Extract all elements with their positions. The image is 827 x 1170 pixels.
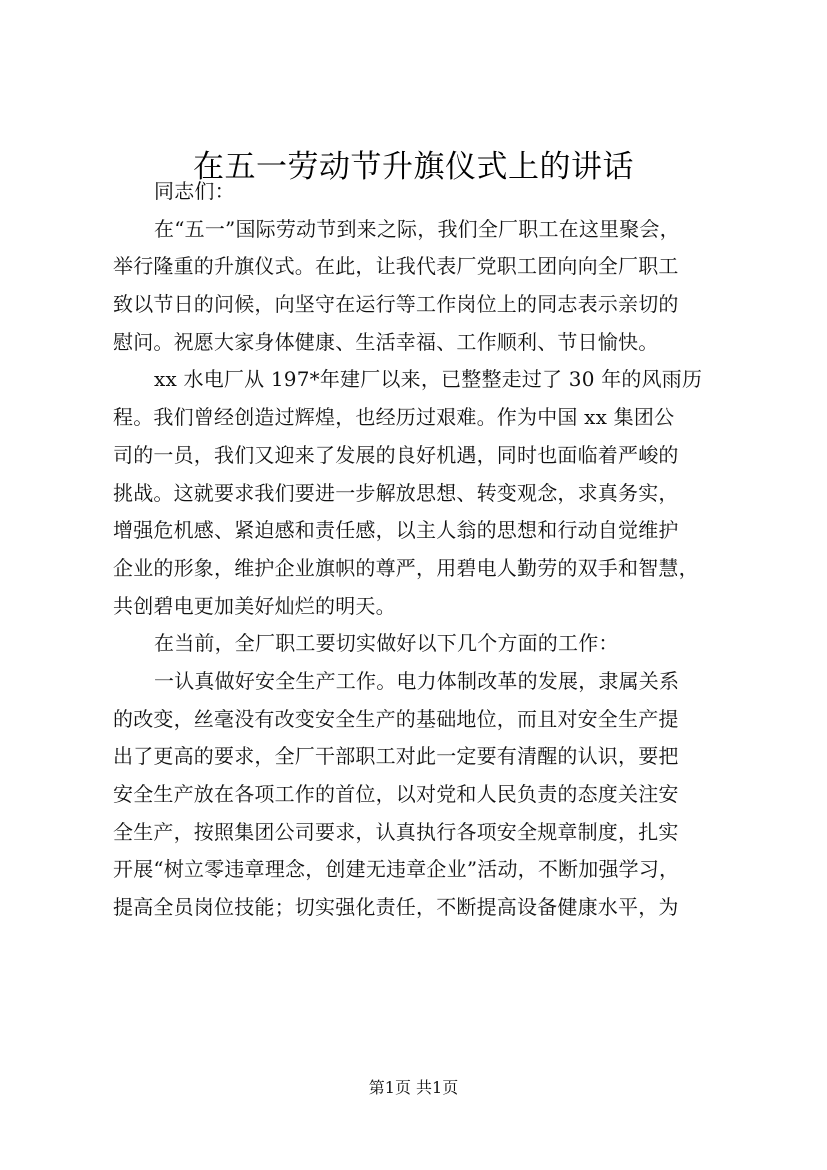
document-body: [113, 173, 723, 927]
body-line: 企业的形象，维护企业旗帜的尊严，用碧电人勤劳的双手和智慧，: [113, 555, 699, 580]
body-line: 挑战。这就要求我们要进一步解放思想、转变观念，求真务实，: [113, 480, 679, 505]
body-line: 慰问。祝愿大家身体健康、生活幸福、工作顺利、节日愉快。: [113, 329, 659, 354]
body-line: 全生产，按照集团公司要求，认真执行各项安全规章制度，扎实: [113, 819, 679, 844]
body-line: 开展“树立零违章理念，创建无违章企业”活动，不断加强学习，: [113, 857, 680, 882]
body-line: 共创碧电更加美好灿烂的明天。: [113, 593, 396, 618]
body-line: 同志们：: [154, 179, 235, 203]
body-line: 在当前，全厂职工要切实做好以下几个方面的工作：: [154, 631, 619, 656]
page-footer: 第1页 共1页: [368, 1078, 459, 1097]
body-line: xx 水电厂从 197*年建厂以来，已整整走过了 30 年的风雨历: [154, 367, 703, 392]
body-line: 出了更高的要求，全厂干部职工对此一定要有清醒的认识，要把: [113, 744, 679, 769]
body-line: 致以节日的问候，向坚守在运行等工作岗位上的同志表示亲切的: [113, 292, 679, 317]
body-line: 一认真做好安全生产工作。电力体制改革的发展，隶属关系: [154, 668, 680, 693]
body-line: 程。我们曾经创造过辉煌，也经历过艰难。作为中国 xx 集团公: [113, 405, 675, 430]
body-line: 在“五一”国际劳动节到来之际，我们全厂职工在这里聚会，: [154, 216, 680, 241]
body-line: 提高全员岗位技能；切实强化责任，不断提高设备健康水平，为: [113, 895, 679, 920]
body-line: 司的一员，我们又迎来了发展的良好机遇，同时也面临着严峻的: [113, 442, 679, 467]
document-title: 在五一劳动节升旗仪式上的讲话: [193, 149, 634, 185]
body-line: 举行隆重的升旗仪式。在此，让我代表厂党职工团向向全厂职工: [113, 254, 679, 279]
body-line: 的改变，丝毫没有改变安全生产的基础地位，而且对安全生产提: [113, 706, 679, 731]
body-line: 安全生产放在各项工作的首位，以对党和人民负责的态度关注安: [113, 782, 679, 806]
body-line: 增强危机感、紧迫感和责任感，以主人翁的思想和行动自觉维护: [113, 518, 679, 543]
